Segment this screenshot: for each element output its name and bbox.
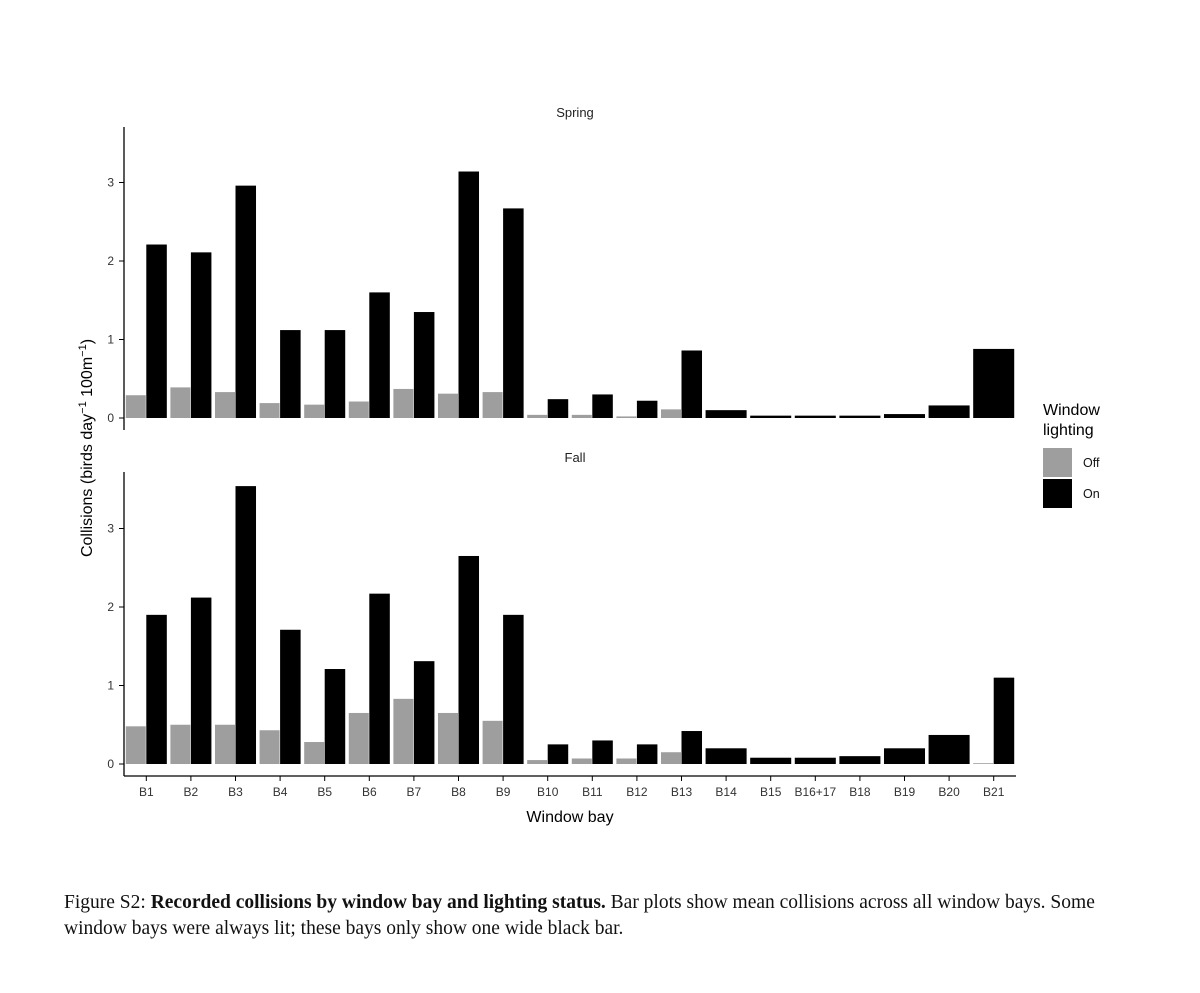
bar-off-spring-b11 — [572, 415, 592, 418]
bar-on-spring-b13 — [682, 350, 703, 418]
bar-on-fall-b15 — [750, 758, 791, 764]
x-axis-label: Window bay — [526, 809, 614, 826]
bar-off-spring-b10 — [527, 415, 547, 418]
bar-off-fall-b21 — [973, 763, 993, 764]
bar-on-spring-b7 — [414, 312, 435, 418]
bar-off-fall-b4 — [260, 730, 280, 764]
bar-on-fall-b6 — [369, 594, 390, 764]
caption-text: Bar plots show mean collisions across all window bays. Some window bays were always lit; these bays only show one wide black bar. — [64, 892, 1095, 939]
y-axis-label-part-3: −1 — [77, 344, 89, 357]
x-tick-label-b2: B2 — [183, 785, 199, 799]
bar-off-spring-b4 — [260, 403, 280, 418]
y-axis-label-part-1: −1 — [77, 401, 89, 414]
bar-on-fall-b7 — [414, 661, 435, 764]
bar-on-spring-b15 — [750, 416, 791, 418]
x-tick-label-b11: B11 — [582, 785, 603, 799]
caption-bold-title: Recorded collisions by window bay and lighting status. — [150, 892, 606, 913]
bar-off-spring-b3 — [215, 392, 235, 418]
bar-on-fall-b5 — [325, 669, 346, 764]
bar-on-spring-b19 — [884, 414, 925, 418]
y-axis-label-part-0: Collisions (birds day — [79, 413, 96, 558]
bar-on-spring-b20 — [929, 405, 970, 418]
y-tick-label-fall-1: 1 — [107, 678, 114, 693]
bar-on-spring-b2 — [191, 252, 212, 418]
bar-off-spring-b1 — [126, 395, 146, 418]
x-tick-label-b16+17: B16+17 — [794, 785, 837, 799]
bar-off-fall-b7 — [393, 699, 413, 764]
bar-on-spring-b5 — [325, 330, 346, 418]
legend-swatch-off — [1043, 448, 1072, 477]
bar-on-fall-b4 — [280, 630, 301, 764]
y-axis-label-part-4: ) — [79, 338, 96, 345]
x-tick-label-b4: B4 — [272, 785, 288, 799]
panel-title-fall: Fall — [564, 450, 586, 465]
bar-on-fall-b14 — [706, 748, 747, 764]
bar-off-spring-b13 — [661, 409, 681, 418]
bar-off-spring-b6 — [349, 402, 369, 418]
bar-on-spring-b14 — [706, 410, 747, 418]
bar-on-spring-b12 — [637, 401, 658, 418]
bar-off-spring-b8 — [438, 394, 458, 418]
bar-on-fall-b16+17 — [795, 758, 836, 764]
y-tick-label-fall-2: 2 — [107, 600, 114, 614]
legend-label-on: On — [1083, 487, 1100, 501]
x-tick-label-b20: B20 — [938, 785, 960, 799]
x-tick-label-b12: B12 — [626, 785, 648, 799]
bar-on-fall-b3 — [236, 486, 257, 764]
bar-on-fall-b13 — [682, 731, 703, 764]
bar-off-spring-b5 — [304, 405, 324, 418]
bar-off-spring-b7 — [393, 389, 413, 418]
bar-on-fall-b10 — [548, 744, 569, 764]
bar-on-fall-b2 — [191, 598, 212, 764]
x-tick-label-b6: B6 — [361, 785, 377, 799]
x-tick-label-b8: B8 — [451, 785, 466, 799]
bar-on-fall-b12 — [637, 744, 658, 764]
bar-off-fall-b8 — [438, 713, 458, 764]
panel-title-spring: Spring — [556, 105, 594, 120]
bar-on-fall-b9 — [503, 615, 524, 764]
y-tick-label-fall-0: 0 — [107, 757, 114, 771]
y-tick-label-spring-1: 1 — [107, 332, 114, 347]
legend-swatch-on — [1043, 479, 1072, 508]
bar-off-fall-b12 — [616, 759, 636, 764]
bar-on-spring-b16+17 — [795, 416, 836, 418]
y-tick-label-spring-2: 2 — [107, 254, 114, 268]
y-tick-label-fall-3: 3 — [107, 521, 114, 536]
legend-title-line1: Window — [1043, 402, 1100, 419]
legend-title-line2: lighting — [1043, 422, 1094, 439]
y-axis-label-part-2: 100m — [79, 356, 96, 402]
x-tick-label-b18: B18 — [849, 785, 871, 799]
x-tick-label-b13: B13 — [670, 785, 693, 799]
bar-on-spring-b18 — [839, 416, 880, 418]
bar-off-fall-b3 — [215, 725, 235, 764]
bar-off-fall-b5 — [304, 742, 324, 764]
x-tick-label-b5: B5 — [317, 785, 333, 799]
x-tick-label-b19: B19 — [893, 785, 916, 799]
x-tick-label-b21: B21 — [983, 785, 1005, 799]
bar-on-spring-b9 — [503, 208, 524, 418]
bar-off-fall-b13 — [661, 752, 681, 764]
bar-off-spring-b2 — [170, 387, 190, 418]
bar-on-fall-b20 — [929, 735, 970, 764]
bar-on-fall-b19 — [884, 748, 925, 764]
bar-on-fall-b18 — [839, 756, 880, 764]
y-axis-label — [77, 339, 96, 557]
bar-off-fall-b1 — [126, 726, 146, 764]
bar-off-fall-b6 — [349, 713, 369, 764]
bar-on-fall-b8 — [459, 556, 480, 764]
legend-label-off: Off — [1083, 456, 1100, 470]
x-tick-label-b14: B14 — [715, 785, 737, 799]
caption-label: Figure S2: — [64, 892, 151, 913]
bar-on-spring-b3 — [236, 186, 257, 418]
x-tick-label-b9: B9 — [495, 785, 511, 799]
bar-off-fall-b9 — [483, 721, 503, 764]
bar-off-spring-b12 — [616, 416, 636, 418]
bar-on-spring-b1 — [146, 245, 167, 418]
bar-on-fall-b11 — [592, 740, 613, 764]
bar-on-spring-b11 — [592, 394, 613, 418]
bar-on-fall-b21 — [994, 678, 1015, 764]
bar-on-spring-b6 — [369, 292, 390, 418]
bar-on-spring-b4 — [280, 330, 301, 418]
y-tick-label-spring-0: 0 — [107, 411, 114, 425]
bar-off-fall-b10 — [527, 760, 547, 764]
x-tick-label-b1: B1 — [138, 785, 154, 799]
x-tick-label-b10: B10 — [537, 785, 559, 799]
bar-on-fall-b1 — [146, 615, 167, 764]
bar-off-fall-b2 — [170, 725, 190, 764]
x-tick-label-b15: B15 — [760, 785, 782, 799]
bar-on-spring-b10 — [548, 399, 569, 418]
bar-off-fall-b11 — [572, 759, 592, 764]
y-tick-label-spring-3: 3 — [107, 175, 114, 190]
figure-caption — [64, 890, 1144, 942]
x-tick-label-b7: B7 — [406, 785, 422, 799]
x-tick-label-b3: B3 — [228, 785, 243, 799]
bar-on-spring-b21 — [973, 349, 1014, 418]
bar-off-spring-b9 — [483, 392, 503, 418]
bar-on-spring-b8 — [459, 172, 480, 418]
